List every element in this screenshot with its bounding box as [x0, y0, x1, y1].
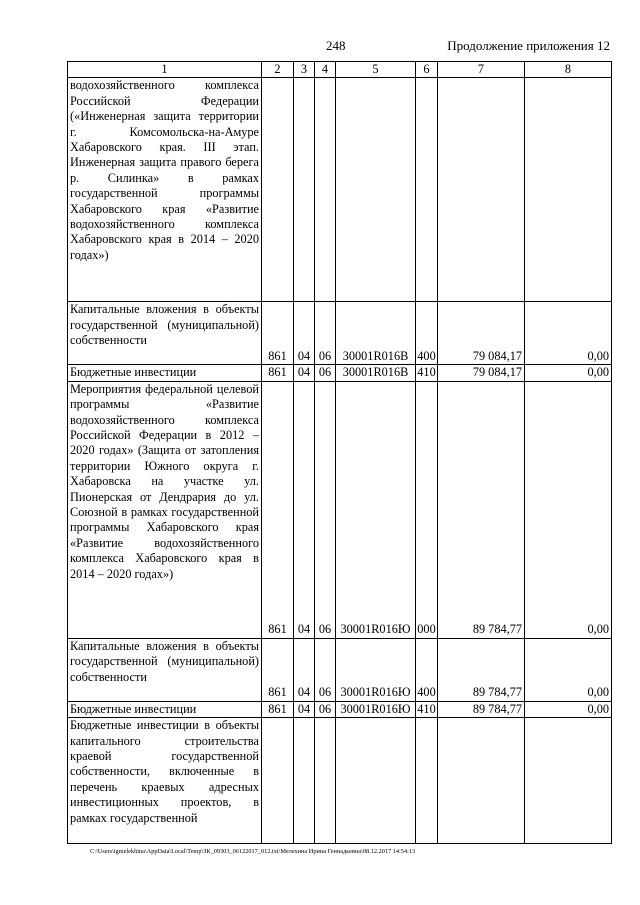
cell-amount-federal	[525, 78, 612, 302]
column-header: 1	[68, 62, 262, 78]
cell-amount-federal: 0,00	[525, 302, 612, 365]
table-row	[68, 365, 612, 381]
cell-expense-type: 410	[417, 365, 436, 380]
table-row	[68, 381, 612, 638]
page-number: 248	[326, 38, 346, 53]
row-description: Бюджетные инвестиции	[68, 701, 262, 717]
file-path-footer: C:\Users\igmelekhina\AppData\Local\Temp\ЗК_09303_06122017_012.txt\Мелехина Ирина Геннадьевна\08.12.2017 14:54:13	[90, 848, 416, 855]
column-header: 7	[438, 62, 525, 78]
cell-section: 04	[294, 701, 315, 717]
cell-amount	[438, 718, 525, 844]
cell-admin-code	[262, 718, 294, 844]
cell-expense-type	[416, 718, 438, 844]
cell-amount-federal: 0,00	[525, 701, 612, 717]
table-row	[68, 718, 612, 844]
row-description: Капитальные вложения в объекты государственной (муниципальной) собственности	[68, 302, 262, 365]
cell-expense-type: 000	[416, 381, 438, 638]
row-description: Мероприятия федеральной целевой программы «Развитие водохозяйственного комплекса Российской Федерации в 2012 – 2020 годах» (Защита от затопления территории Южного округа г. Хабаровска на участке ул. Пионерская от Дендрария до ул. Союзной в рамках государственной программы Хабаровского края «Развитие водохозяйственного комплекса Хабаровского края в 2014 – 2020 годах»)	[68, 381, 262, 638]
cell-section: 04	[294, 381, 315, 638]
cell-subsection: 06	[315, 381, 336, 638]
cell-section: 04	[294, 638, 315, 701]
column-header: 5	[336, 62, 416, 78]
cell-target-article	[336, 718, 416, 844]
table-row	[68, 701, 612, 717]
cell-expense-type	[416, 78, 438, 302]
cell-section: 04	[294, 302, 315, 365]
cell-expense-type: 400	[416, 638, 438, 701]
cell-admin-code: 861	[262, 302, 294, 365]
budget-table	[67, 61, 612, 844]
cell-section	[294, 718, 315, 844]
cell-section	[294, 78, 315, 302]
cell-subsection: 06	[315, 638, 336, 701]
table-header-row	[68, 62, 612, 78]
cell-amount: 89 784,77	[438, 638, 525, 701]
row-description: водохозяйственного комплекса Российской Федерации («Инженерная защита территории г. Комсомольска-на-Амуре Хабаровского края. III этап. Инженерная защита правого берега р. Силинка» в рамках государственной программы Хабаровского края «Развитие водохозяйственного комплекса Хабаровского края в 2014 – 2020 годах»)	[68, 78, 262, 302]
row-description: Бюджетные инвестиции в объекты капитального строительства краевой государственной собственности, включенные в перечень краевых адресных инвестиционных проектов, в рамках государственной	[68, 718, 262, 844]
table-row	[68, 638, 612, 701]
column-header: 8	[525, 62, 612, 78]
cell-expense-type: 400	[416, 302, 438, 365]
cell-amount: 89 784,77	[438, 701, 525, 717]
cell-admin-code: 861	[262, 638, 294, 701]
cell-amount	[438, 78, 525, 302]
row-description: Капитальные вложения в объекты государственной (муниципальной) собственности	[68, 638, 262, 701]
cell-section: 04	[294, 365, 315, 381]
cell-expense-type: 410	[417, 701, 436, 716]
column-header: 3	[294, 62, 315, 78]
cell-amount: 79 084,17	[438, 365, 525, 381]
column-header: 2	[262, 62, 294, 78]
row-description: Бюджетные инвестиции	[68, 365, 262, 381]
cell-admin-code	[262, 78, 294, 302]
cell-admin-code: 861	[262, 701, 294, 717]
cell-target-article: 30001R016Ю	[336, 701, 416, 717]
cell-target-article: 30001R016Ю	[336, 638, 416, 701]
appendix-label: Продолжение приложения 12	[447, 38, 610, 53]
column-header: 6	[416, 62, 438, 78]
cell-amount: 79 084,17	[438, 302, 525, 365]
cell-amount-federal: 0,00	[525, 638, 612, 701]
cell-subsection: 06	[315, 365, 336, 381]
cell-admin-code: 861	[262, 365, 294, 381]
cell-admin-code: 861	[262, 381, 294, 638]
cell-amount-federal: 0,00	[525, 381, 612, 638]
cell-target-article: 30001R016В	[336, 365, 416, 381]
cell-target-article: 30001R016Ю	[336, 381, 416, 638]
cell-subsection	[315, 718, 336, 844]
table-row	[68, 78, 612, 302]
table-row	[68, 302, 612, 365]
cell-subsection: 06	[315, 302, 336, 365]
cell-subsection	[315, 78, 336, 302]
column-header: 4	[315, 62, 336, 78]
cell-amount: 89 784,77	[438, 381, 525, 638]
cell-amount-federal	[525, 718, 612, 844]
cell-amount-federal: 0,00	[525, 365, 612, 381]
cell-subsection: 06	[315, 701, 336, 717]
cell-target-article: 30001R016В	[336, 302, 416, 365]
cell-target-article	[336, 78, 416, 302]
